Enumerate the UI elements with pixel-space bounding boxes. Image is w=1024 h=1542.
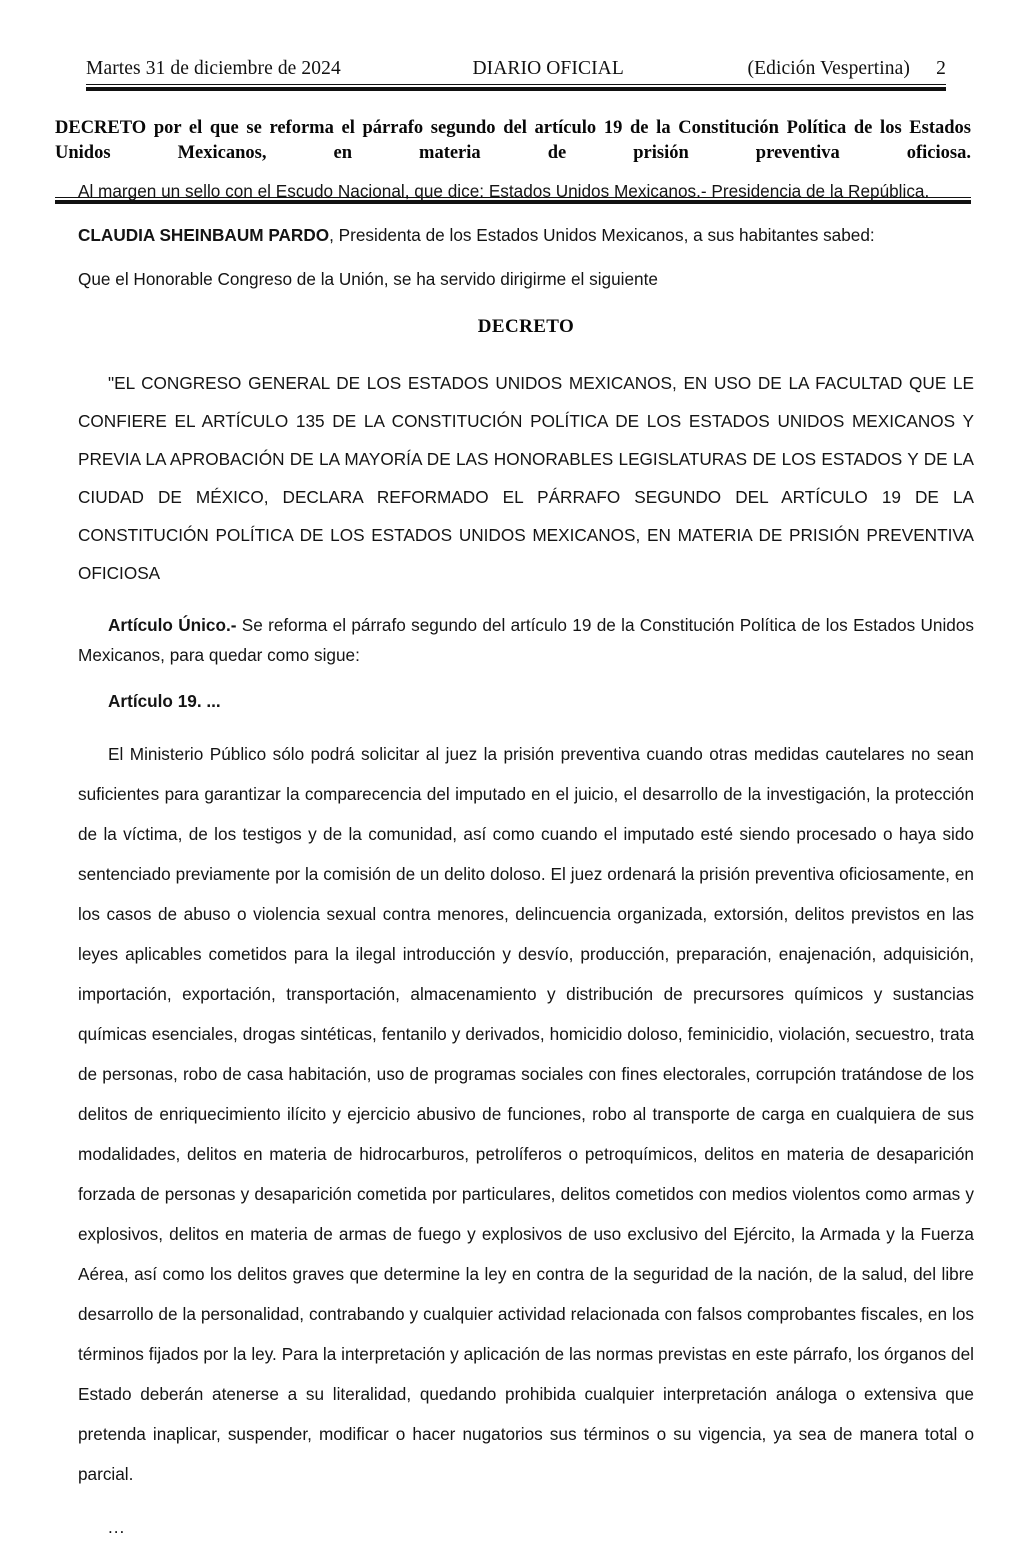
header-row bbox=[86, 58, 946, 80]
trailing-ellipsis: ... bbox=[108, 1517, 126, 1537]
page-header bbox=[86, 58, 946, 91]
header-publication-title: DIARIO OFICIAL bbox=[472, 58, 624, 79]
congress-declaration-paragraph: "EL CONGRESO GENERAL DE LOS ESTADOS UNIDOS MEXICANOS, EN USO DE LA FACULTAD QUE LE CONFIERE EL ARTÍCULO 135 DE LA CONSTITUCIÓN POLÍTICA DE LOS ESTADOS UNIDOS MEXICANOS Y PREVIA LA APROBACIÓN DE LA MAYORÍA DE LAS HONORABLES LEGISLATURAS DE LOS ESTADOS Y DE LA CIUDAD DE MÉXICO, DECLARA REFORMADO EL PÁRRAFO SEGUNDO DEL ARTÍCULO 19 DE LA CONSTITUCIÓN POLÍTICA DE LOS ESTADOS UNIDOS MEXICANOS, EN MATERIA DE PRISIÓN PREVENTIVA OFICIOSA bbox=[78, 373, 974, 583]
header-date: Martes 31 de diciembre de 2024 bbox=[86, 58, 341, 79]
president-title-text: , Presidenta de los Estados Unidos Mexicanos, a sus habitantes sabed: bbox=[329, 225, 875, 245]
congress-forwarding-line: Que el Honorable Congreso de la Unión, se ha servido dirigirme el siguiente bbox=[78, 269, 658, 289]
divider-thick-line bbox=[86, 87, 946, 91]
president-paragraph bbox=[78, 220, 974, 250]
unique-article-label: Artículo Único.- bbox=[108, 615, 237, 635]
decreto-center-label: DECRETO bbox=[477, 316, 575, 337]
header-edition-label: (Edición Vespertina) bbox=[747, 58, 910, 79]
unique-article-text: Se reforma el párrafo segundo del artículo 19 de la Constitución Política de los Estados Unidos Mexicanos, para quedar como sigue: bbox=[78, 615, 974, 665]
decree-heading-text: DECRETO por el que se reforma el párrafo segundo del artículo 19 de la Constitución Política de los Estados Unidos Mexicanos, en materia de prisión preventiva oficiosa. bbox=[55, 118, 971, 163]
unique-article-paragraph bbox=[78, 610, 974, 670]
seal-note-paragraph: Al margen un sello con el Escudo Nacional, que dice: Estados Unidos Mexicanos.- Presidencia de la República. bbox=[78, 181, 930, 201]
document-body bbox=[78, 176, 974, 1542]
article-19-heading: Artículo 19. ... bbox=[108, 691, 221, 711]
president-name: CLAUDIA SHEINBAUM PARDO bbox=[78, 225, 330, 245]
header-page-number: 2 bbox=[936, 58, 946, 79]
header-divider-rule bbox=[86, 84, 946, 91]
article-19-body-paragraph: El Ministerio Público sólo podrá solicitar al juez la prisión preventiva cuando otras medidas cautelares no sean suficientes para garantizar la comparecencia del imputado en el juicio, el desarrollo de la investigación, la protección de la víctima, de los testigos y de la comunidad, así como cuando el imputado esté siendo procesado o haya sido sentenciado previamente por la comisión de un delito doloso. El juez ordenará la prisión preventiva oficiosamente, en los casos de abuso o violencia sexual contra menores, delincuencia organizada, extorsión, delitos previstos en las leyes aplicables cometidos para la ilegal introducción y desvío, producción, preparación, enajenación, adquisición, importación, exportación, transportación, almacenamiento y distribución de precursores químicos y sustancias químicas esenciales, drogas sintéticas, fentanilo y derivados, homicidio doloso, feminicidio, violación, secuestro, trata de personas, robo de casa habitación, uso de programas sociales con fines electorales, corrupción tratándose de los delitos de enriquecimiento ilícito y ejercicio abusivo de funciones, robo al transporte de carga en cualquiera de sus modalidades, delitos en materia de hidrocarburos, petrolíferos o petroquímicos, delitos en materia de desaparición forzada de personas y desaparición cometida por particulares, delitos cometidos con medios violentos como armas y explosivos, delitos en materia de armas de fuego y explosivos de uso exclusivo del Ejército, la Armada y la Fuerza Aérea, así como los delitos graves que determine la ley en contra de la seguridad de la nación, de la salud, del libre desarrollo de la personalidad, contrabando y cualquier actividad relacionada con falsos comprobantes fiscales, en los términos fijados por la ley. Para la interpretación y aplicación de las normas previstas en este párrafo, los órganos del Estado deberán atenerse a su literalidad, quedando prohibida cualquier interpretación análoga o extensiva que pretenda inaplicar, suspender, modificar o hacer nugatorios sus términos o su vigencia, ya sea de manera total o parcial. bbox=[78, 744, 974, 1484]
